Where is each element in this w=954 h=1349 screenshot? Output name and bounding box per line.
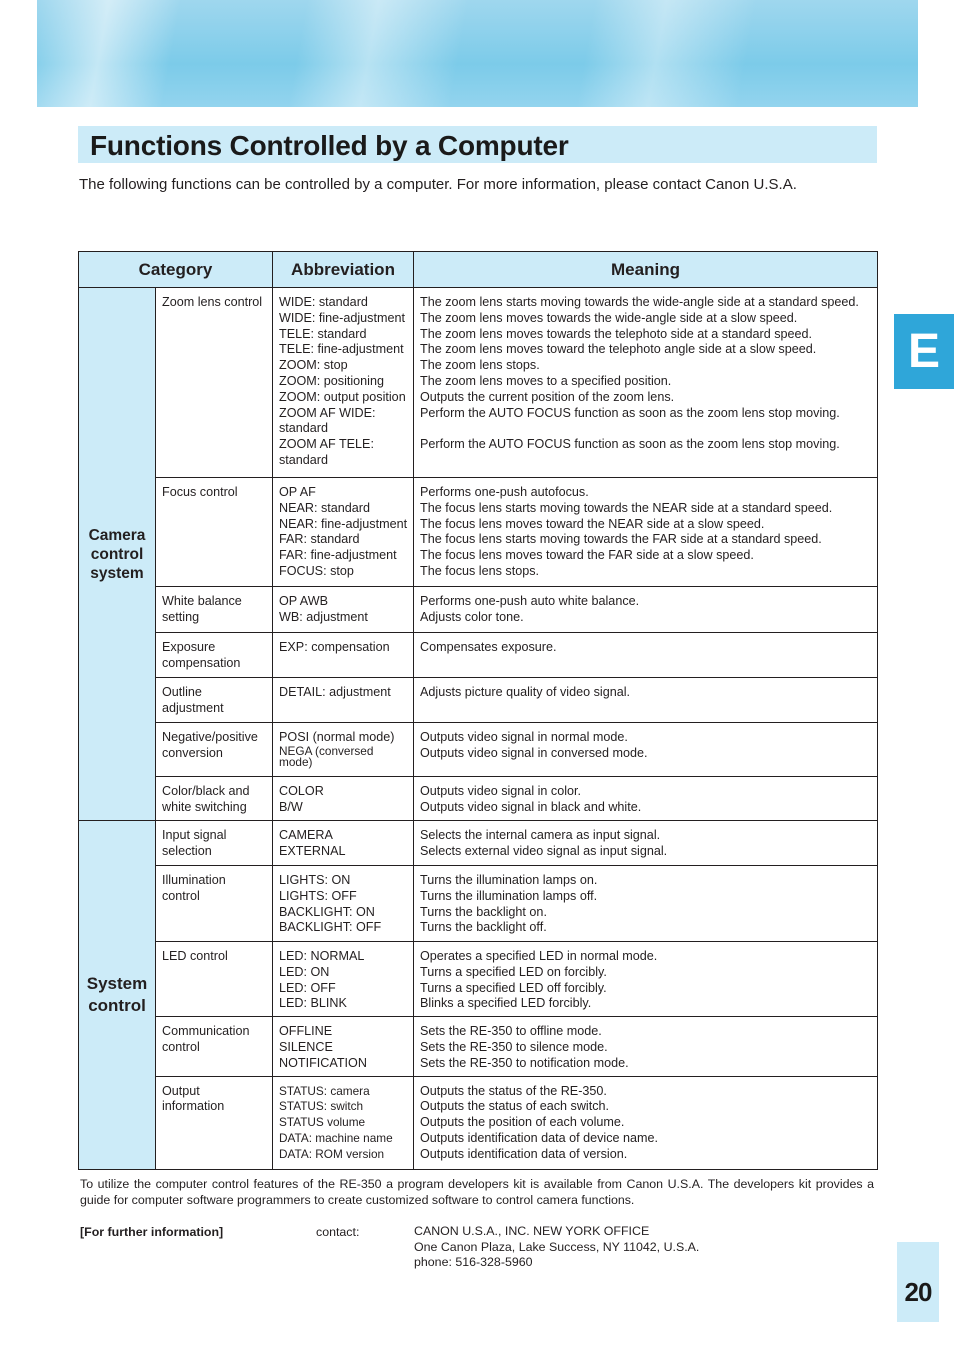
abbreviation-text: LED: ON bbox=[279, 964, 330, 979]
abbreviation-text: STATUS volume bbox=[279, 1115, 366, 1130]
abbreviation-text: OP AF bbox=[279, 485, 316, 499]
function-cell bbox=[156, 478, 273, 587]
table-row bbox=[79, 723, 878, 777]
function-label: adjustment bbox=[162, 700, 224, 715]
abbreviation-text: CAMERA bbox=[279, 828, 333, 842]
meaning-text: Outputs the position of each volume. bbox=[420, 1115, 625, 1130]
abbreviation-cell bbox=[273, 723, 414, 777]
category-label: System bbox=[86, 973, 148, 993]
function-label: Input signal bbox=[162, 828, 227, 842]
contact-address bbox=[414, 1224, 699, 1271]
function-label: Color/black and bbox=[162, 784, 250, 798]
function-label: compensation bbox=[162, 655, 241, 670]
meaning-cell bbox=[414, 1017, 878, 1076]
functions-table bbox=[78, 251, 878, 1170]
abbreviation-text: BACKLIGHT: OFF bbox=[279, 920, 382, 935]
function-label: Exposure bbox=[162, 640, 216, 654]
abbreviation-text: DATA: machine name bbox=[279, 1130, 393, 1145]
meaning-cell bbox=[414, 678, 878, 723]
abbreviation-text: ZOOM AF WIDE: bbox=[279, 405, 376, 420]
abbreviation-text: TELE: fine-adjustment bbox=[279, 342, 404, 357]
function-cell bbox=[156, 866, 273, 942]
header-meaning: Meaning bbox=[414, 252, 878, 288]
meaning-text: The focus lens moves toward the FAR side at a slow speed. bbox=[420, 548, 754, 563]
meaning-text: The zoom lens stops. bbox=[420, 358, 540, 373]
meaning-text: Turns the backlight on. bbox=[420, 904, 547, 919]
abbreviation-text: OFFLINE bbox=[279, 1024, 333, 1039]
function-label: LED control bbox=[162, 949, 228, 963]
abbreviation-text: NEAR: fine-adjustment bbox=[279, 516, 408, 531]
meaning-text: Outputs video signal in color. bbox=[420, 784, 582, 798]
abbreviation-cell bbox=[273, 821, 414, 866]
meaning-cell bbox=[414, 288, 878, 478]
function-label: white switching bbox=[162, 799, 247, 814]
abbreviation-text: POSI (normal mode) bbox=[279, 730, 395, 744]
meaning-text: Sets the RE-350 to offline mode. bbox=[420, 1024, 602, 1039]
contact-label: contact: bbox=[316, 1225, 360, 1239]
meaning-text: The focus lens starts moving towards the NEAR side at a standard speed. bbox=[420, 500, 833, 515]
abbreviation-text: LED: NORMAL bbox=[279, 949, 365, 963]
function-label: Communication bbox=[162, 1024, 250, 1039]
abbreviation-cell bbox=[273, 633, 414, 678]
meaning-text: Compensates exposure. bbox=[420, 640, 557, 654]
abbreviation-text: NEGA (conversed bbox=[279, 743, 374, 758]
abbreviation-text: FOCUS: stop bbox=[279, 563, 354, 578]
abbreviation-cell bbox=[273, 478, 414, 587]
abbreviation-text: NEAR: standard bbox=[279, 500, 370, 515]
category-cell bbox=[79, 821, 156, 1170]
category-label: control bbox=[88, 995, 146, 1015]
meaning-cell bbox=[414, 1076, 878, 1169]
header-category: Category bbox=[79, 252, 273, 288]
abbreviation-text: BACKLIGHT: ON bbox=[279, 904, 375, 919]
function-label: Focus control bbox=[162, 485, 238, 499]
table-row bbox=[79, 866, 878, 942]
meaning-text: The zoom lens moves to a specified position. bbox=[420, 373, 672, 388]
abbreviation-text: DATA: ROM version bbox=[279, 1146, 385, 1161]
abbreviation-text: mode) bbox=[279, 754, 313, 769]
page-title: Functions Controlled by a Computer bbox=[90, 130, 569, 161]
table-row bbox=[79, 1017, 878, 1076]
abbreviation-text: standard bbox=[279, 452, 329, 467]
abbreviation-text: NOTIFICATION bbox=[279, 1055, 367, 1070]
meaning-text: The focus lens starts moving towards the FAR side at a standard speed. bbox=[420, 532, 822, 547]
address-line: CANON U.S.A., INC. NEW YORK OFFICE bbox=[414, 1224, 650, 1238]
meaning-text: The zoom lens moves toward the telephoto angle side at a slow speed. bbox=[420, 342, 817, 357]
meaning-text: Outputs video signal in conversed mode. bbox=[420, 745, 648, 760]
function-label: selection bbox=[162, 843, 212, 858]
table-header-row bbox=[79, 252, 878, 288]
meaning-cell bbox=[414, 478, 878, 587]
abbreviation-text: FAR: fine-adjustment bbox=[279, 548, 397, 563]
function-cell bbox=[156, 723, 273, 777]
meaning-cell bbox=[414, 723, 878, 777]
meaning-text bbox=[420, 421, 871, 437]
meaning-text: Turns the backlight off. bbox=[420, 920, 547, 935]
meaning-text: Sets the RE-350 to notification mode. bbox=[420, 1055, 629, 1070]
meaning-text: Perform the AUTO FOCUS function as soon as the zoom lens stop moving. bbox=[420, 437, 840, 452]
table-row bbox=[79, 587, 878, 633]
meaning-text: Outputs the status of each switch. bbox=[420, 1099, 610, 1114]
function-label: Negative/positive bbox=[162, 730, 258, 744]
function-cell bbox=[156, 942, 273, 1017]
function-cell bbox=[156, 777, 273, 821]
abbreviation-text: WIDE: fine-adjustment bbox=[279, 310, 405, 325]
meaning-text: Perform the AUTO FOCUS function as soon as the zoom lens stop moving. bbox=[420, 405, 840, 420]
abbreviation-text: DETAIL: adjustment bbox=[279, 685, 391, 699]
abbreviation-text: ZOOM: stop bbox=[279, 358, 348, 373]
abbreviation-text: LED: OFF bbox=[279, 980, 336, 995]
meaning-cell bbox=[414, 777, 878, 821]
function-label: control bbox=[162, 1039, 200, 1054]
function-label: White balance bbox=[162, 594, 242, 608]
meaning-text: Outputs video signal in black and white. bbox=[420, 799, 642, 814]
abbreviation-text: ZOOM: positioning bbox=[279, 373, 384, 388]
meaning-text: Selects the internal camera as input signal. bbox=[420, 828, 661, 842]
meaning-cell bbox=[414, 633, 878, 678]
address-line: One Canon Plaza, Lake Success, NY 11042, U.S.A. bbox=[414, 1239, 700, 1254]
category-label: system bbox=[90, 564, 144, 582]
meaning-text: Adjusts color tone. bbox=[420, 609, 524, 624]
abbreviation-cell bbox=[273, 288, 414, 478]
function-cell bbox=[156, 821, 273, 866]
abbreviation-text: EXTERNAL bbox=[279, 843, 346, 858]
function-label: setting bbox=[162, 609, 200, 624]
function-label: Zoom lens control bbox=[162, 295, 263, 309]
meaning-text: Turns a specified LED off forcibly. bbox=[420, 980, 607, 995]
meaning-text: The zoom lens starts moving towards the wide-angle side at a standard speed. bbox=[420, 295, 859, 309]
meaning-text: The focus lens stops. bbox=[420, 563, 540, 578]
function-cell bbox=[156, 1017, 273, 1076]
abbreviation-text: EXP: compensation bbox=[279, 640, 390, 654]
meaning-text: Performs one-push autofocus. bbox=[420, 485, 589, 499]
abbreviation-text: LED: BLINK bbox=[279, 996, 347, 1011]
meaning-cell bbox=[414, 866, 878, 942]
abbreviation-text: ZOOM AF TELE: bbox=[279, 437, 374, 452]
abbreviation-cell bbox=[273, 777, 414, 821]
meaning-text: The zoom lens moves towards the wide-angle side at a slow speed. bbox=[420, 310, 798, 325]
meaning-text: The zoom lens moves towards the telephoto side at a standard speed. bbox=[420, 326, 813, 341]
function-cell bbox=[156, 1076, 273, 1169]
abbreviation-text: OP AWB bbox=[279, 594, 328, 608]
table-row bbox=[79, 633, 878, 678]
meaning-text: Turns a specified LED on forcibly. bbox=[420, 964, 607, 979]
intro-paragraph: The following functions can be controlled by a computer. For more information, please contact Canon U.S.A. bbox=[79, 176, 797, 193]
meaning-text: Blinks a specified LED forcibly. bbox=[420, 996, 592, 1011]
category-label: control bbox=[90, 545, 144, 563]
meaning-text: Operates a specified LED in normal mode. bbox=[420, 949, 658, 963]
section-tab-e: E bbox=[894, 314, 954, 389]
meaning-cell bbox=[414, 587, 878, 633]
abbreviation-cell bbox=[273, 678, 414, 723]
abbreviation-text: STATUS: camera bbox=[279, 1083, 370, 1098]
table-row bbox=[79, 777, 878, 821]
table-row bbox=[79, 1076, 878, 1169]
abbreviation-text: WIDE: standard bbox=[279, 295, 368, 309]
function-cell bbox=[156, 633, 273, 678]
table-row bbox=[79, 478, 878, 587]
meaning-text: Performs one-push auto white balance. bbox=[420, 594, 640, 608]
function-cell bbox=[156, 288, 273, 478]
further-information-label: [For further information] bbox=[80, 1225, 224, 1239]
function-label: control bbox=[162, 888, 200, 903]
abbreviation-cell bbox=[273, 587, 414, 633]
address-line: phone: 516-328-5960 bbox=[414, 1255, 533, 1270]
abbreviation-text: standard bbox=[279, 421, 329, 436]
abbreviation-cell bbox=[273, 1076, 414, 1169]
function-cell bbox=[156, 678, 273, 723]
meaning-cell bbox=[414, 821, 878, 866]
function-label: information bbox=[162, 1099, 225, 1114]
abbreviation-text: FAR: standard bbox=[279, 532, 360, 547]
header-banner-image bbox=[37, 0, 918, 107]
function-label: conversion bbox=[162, 745, 223, 760]
table-row bbox=[79, 821, 878, 866]
abbreviation-text: SILENCE bbox=[279, 1039, 333, 1054]
meaning-text: Outputs identification data of device name. bbox=[420, 1130, 659, 1145]
meaning-text: Turns the illumination lamps on. bbox=[420, 873, 598, 887]
function-cell bbox=[156, 587, 273, 633]
abbreviation-cell bbox=[273, 866, 414, 942]
abbreviation-text: TELE: standard bbox=[279, 326, 367, 341]
page-number: 20 bbox=[897, 1242, 939, 1322]
table-row bbox=[79, 942, 878, 1017]
abbreviation-text: ZOOM: output position bbox=[279, 389, 406, 404]
category-label: Camera bbox=[88, 526, 146, 544]
abbreviation-text: STATUS: switch bbox=[279, 1099, 364, 1114]
abbreviation-text: COLOR bbox=[279, 784, 324, 798]
function-label: Output bbox=[162, 1083, 200, 1098]
meaning-text: Selects external video signal as input signal. bbox=[420, 843, 668, 858]
category-cell bbox=[79, 288, 156, 821]
meaning-text: Sets the RE-350 to silence mode. bbox=[420, 1039, 608, 1054]
meaning-text: Turns the illumination lamps off. bbox=[420, 888, 598, 903]
meaning-cell bbox=[414, 942, 878, 1017]
abbreviation-cell bbox=[273, 942, 414, 1017]
meaning-text: Outputs the current position of the zoom lens. bbox=[420, 389, 675, 404]
table-row bbox=[79, 288, 878, 478]
header-abbreviation: Abbreviation bbox=[273, 252, 414, 288]
abbreviation-text: LIGHTS: OFF bbox=[279, 888, 357, 903]
table-body bbox=[79, 288, 878, 1170]
meaning-text: Outputs identification data of version. bbox=[420, 1146, 628, 1161]
function-label: Outline bbox=[162, 685, 202, 699]
abbreviation-cell bbox=[273, 1017, 414, 1076]
function-label: Illumination bbox=[162, 873, 226, 887]
abbreviation-text: LIGHTS: ON bbox=[279, 873, 351, 887]
table-row bbox=[79, 678, 878, 723]
abbreviation-text: B/W bbox=[279, 799, 303, 814]
meaning-text: Outputs the status of the RE-350. bbox=[420, 1083, 607, 1098]
meaning-text: The focus lens moves toward the NEAR side at a slow speed. bbox=[420, 516, 765, 531]
developers-kit-note: To utilize the computer control features of the RE-350 a program developers kit is available from Canon U.S.A. The developers kit provides a guide for computer software programmers to create customized software to control camera functions. bbox=[80, 1177, 874, 1207]
abbreviation-text: WB: adjustment bbox=[279, 609, 368, 624]
meaning-text: Outputs video signal in normal mode. bbox=[420, 730, 628, 744]
meaning-text: Adjusts picture quality of video signal. bbox=[420, 685, 631, 699]
